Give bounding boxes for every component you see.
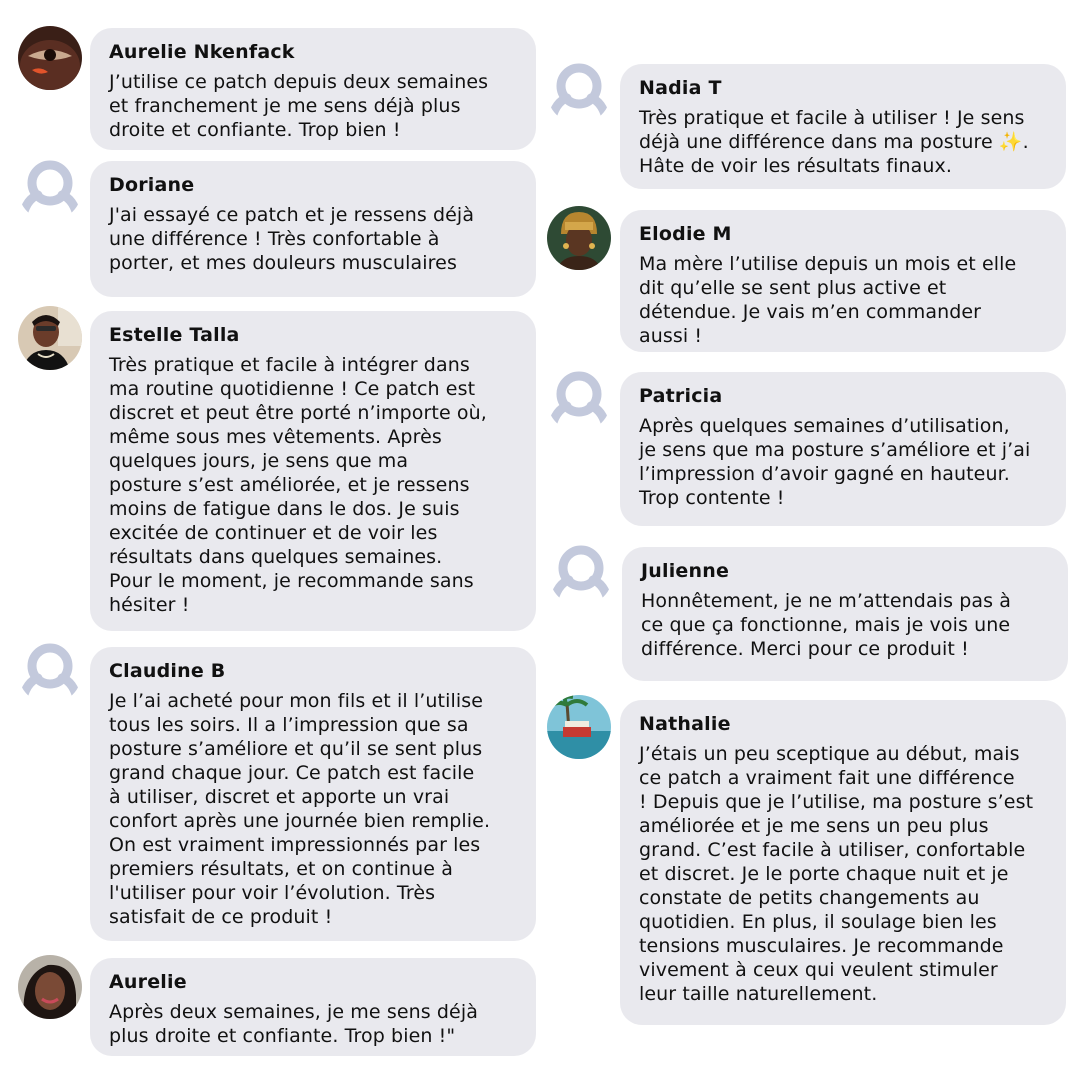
- default-user-icon: [547, 368, 611, 432]
- default-user-icon: [18, 157, 82, 221]
- avatar: [18, 26, 82, 90]
- review-text: J'ai essayé ce patch et je ressens déjà une différence ! Très confortable à porter, et mes douleurs musculaires: [109, 204, 475, 274]
- review-bubble: [90, 311, 536, 631]
- review-text: Ma mère l’utilise depuis un mois et elle dit qu’elle se sent plus active et détendue. Je vais m’en commander aussi !: [639, 253, 1017, 347]
- default-user-icon: [547, 60, 611, 124]
- reviewer-name: Julienne: [641, 560, 730, 582]
- default-user-icon: [549, 542, 613, 606]
- reviewer-name: Nadia T: [639, 77, 722, 99]
- reviewer-name: Claudine B: [109, 660, 226, 682]
- default-user-icon: [18, 640, 82, 704]
- review-text: Après deux semaines, je me sens déjà plus droite et confiante. Trop bien !": [109, 1001, 478, 1047]
- review-bubble: [90, 161, 536, 297]
- avatar: [18, 955, 82, 1019]
- review-bubble: [90, 28, 536, 150]
- review-text: Je l’ai acheté pour mon fils et il l’utilise tous les soirs. Il a l’impression que sa posture s’améliore et qu’il se sent plus grand chaque jour. Ce patch est facile à utiliser, discret et apporte un vrai confort après une journée bien remplie. On est vraiment impressionnés par les premiers résultats, et on continue à l'utiliser pour voir l’évolution. Très satisfait de ce produit !: [109, 690, 491, 928]
- review-text: Après quelques semaines d’utilisation, je sens que ma posture s’améliore et j’ai l’impression d’avoir gagné en hauteur. Trop contente !: [639, 415, 1031, 509]
- review-bubble: [620, 64, 1066, 189]
- reviewer-name: Estelle Talla: [109, 324, 240, 346]
- review-bubble: [620, 210, 1066, 352]
- reviewer-name: Aurelie Nkenfack: [109, 41, 295, 63]
- review-bubble: [90, 958, 536, 1056]
- review-text: Très pratique et facile à intégrer dans ma routine quotidienne ! Ce patch est discret et peut être porté n’importe où, même sous mes vêtements. Après quelques jours, je sens que ma posture s’est améliorée, et je ressens moins de fatigue dans le dos. Je suis excitée de continuer et de voir les résultats dans quelques semaines. Pour le moment, je recommande sans hésiter !: [109, 354, 487, 616]
- review-bubble: [90, 647, 536, 941]
- review-text: Très pratique et facile à utiliser ! Je sens déjà une différence dans ma posture ✨. Hâte de voir les résultats finaux.: [639, 107, 1029, 177]
- reviewer-name: Doriane: [109, 174, 195, 196]
- review-bubble: [622, 547, 1068, 681]
- reviewer-name: Elodie M: [639, 223, 732, 245]
- avatar: [547, 695, 611, 759]
- avatar: [547, 206, 611, 270]
- review-text: J’utilise ce patch depuis deux semaines et franchement je me sens déjà plus droite et confiante. Trop bien !: [109, 71, 489, 141]
- reviewer-name: Aurelie: [109, 971, 187, 993]
- review-bubble: [620, 700, 1066, 1025]
- review-text: Honnêtement, je ne m’attendais pas à ce que ça fonctionne, mais je vois une différence. Merci pour ce produit !: [641, 590, 1011, 660]
- review-bubble: [620, 372, 1066, 526]
- reviewer-name: Patricia: [639, 385, 723, 407]
- review-text: J’étais un peu sceptique au début, mais ce patch a vraiment fait une différence ! Depuis que je l’utilise, ma posture s’est améliorée et je me sens un peu plus grand. C’est facile à utiliser, confortable et discret. Je le porte chaque nuit et je constate de petits changements au quotidien. En plus, il soulage bien les tensions musculaires. Je recommande vivement à ceux qui veulent stimuler leur taille naturellement.: [639, 743, 1034, 1005]
- avatar: [18, 306, 82, 370]
- reviewer-name: Nathalie: [639, 713, 731, 735]
